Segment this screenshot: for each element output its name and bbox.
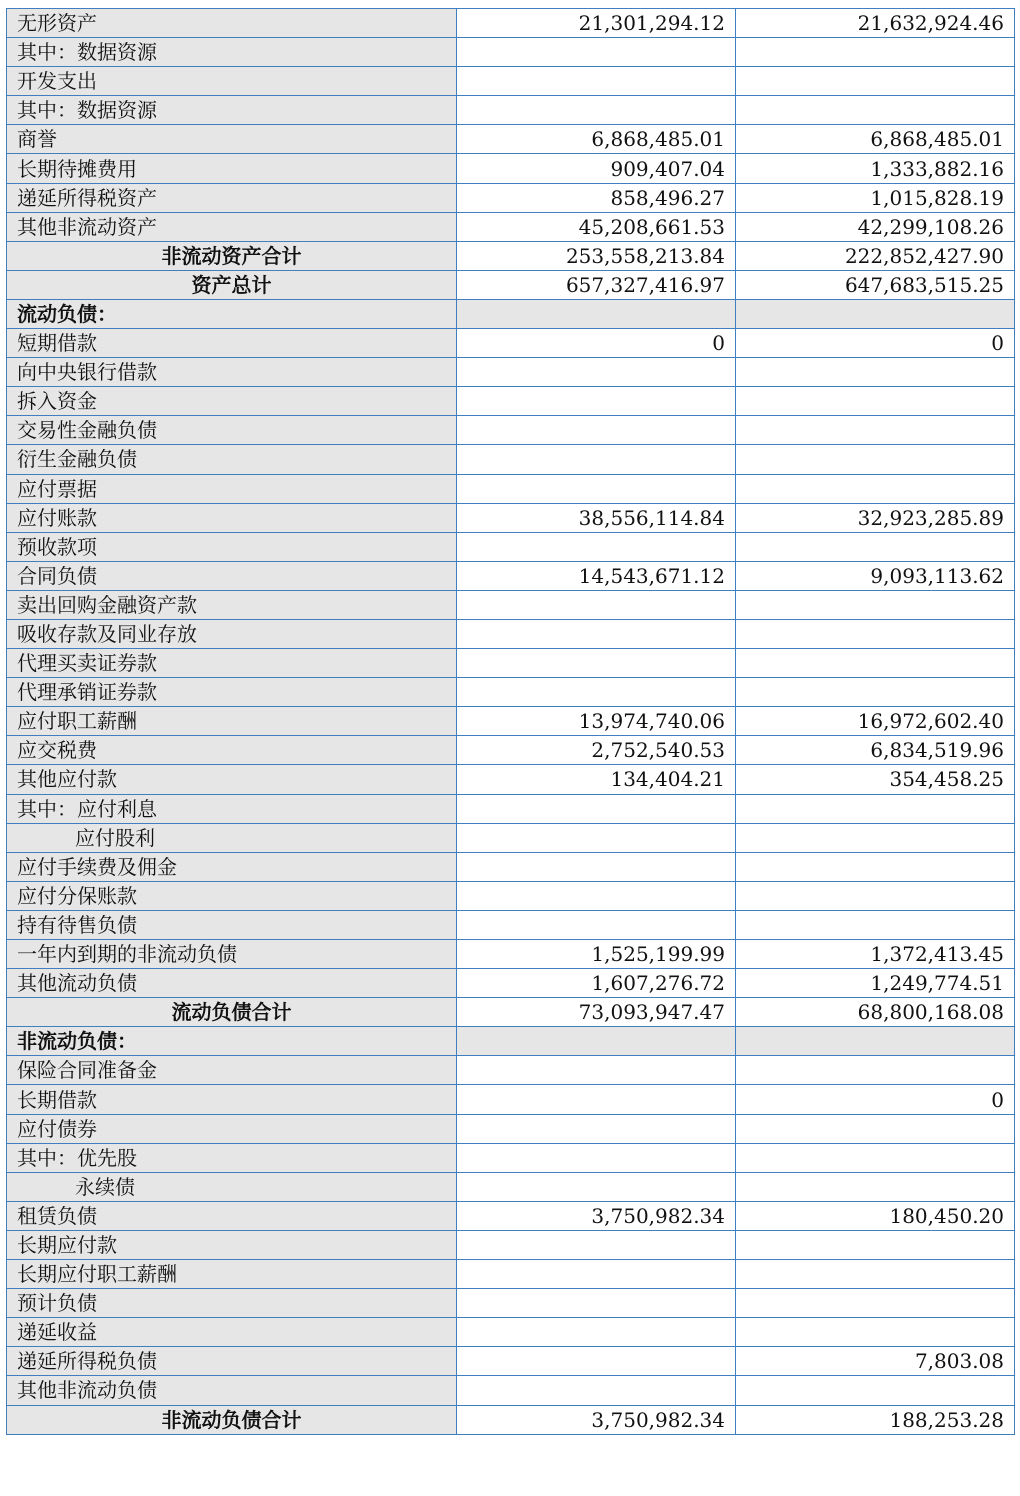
row-label: 递延所得税资产 [7,183,457,212]
current-period-value: 73,093,947.47 [457,998,736,1027]
prior-period-value [736,1230,1015,1259]
current-period-value [457,1289,736,1318]
balance-sheet-table [6,8,1015,1435]
current-period-value [457,1143,736,1172]
table-row [7,416,1015,445]
table-row [7,1143,1015,1172]
current-period-value [457,852,736,881]
table-row [7,358,1015,387]
current-period-value [457,96,736,125]
row-label: 长期借款 [7,1085,457,1114]
table-row [7,38,1015,67]
prior-period-value [736,852,1015,881]
table-row [7,445,1015,474]
prior-period-value [736,1172,1015,1201]
table-row [7,1289,1015,1318]
current-period-value [457,387,736,416]
row-label: 代理买卖证券款 [7,649,457,678]
prior-period-value: 1,015,828.19 [736,183,1015,212]
row-label: 拆入资金 [7,387,457,416]
prior-period-value [736,67,1015,96]
current-period-value [457,67,736,96]
table-row [7,823,1015,852]
current-period-value [457,1027,736,1056]
table-row [7,561,1015,590]
row-label: 其他非流动资产 [7,212,457,241]
table-row [7,1201,1015,1230]
prior-period-value [736,678,1015,707]
row-label: 代理承销证券款 [7,678,457,707]
prior-period-value: 6,834,519.96 [736,736,1015,765]
row-label: 其他非流动负债 [7,1376,457,1405]
row-label: 其他应付款 [7,765,457,794]
row-label: 向中央银行借款 [7,358,457,387]
row-label: 衍生金融负债 [7,445,457,474]
table-row [7,154,1015,183]
row-label: 吸收存款及同业存放 [7,619,457,648]
table-row [7,940,1015,969]
row-label: 应交税费 [7,736,457,765]
row-label: 流动负债： [7,299,457,328]
table-row [7,270,1015,299]
table-row [7,1347,1015,1376]
current-period-value: 253,558,213.84 [457,241,736,270]
prior-period-value [736,1289,1015,1318]
table-row [7,678,1015,707]
table-row [7,852,1015,881]
prior-period-value [736,38,1015,67]
row-label: 其中：优先股 [7,1143,457,1172]
current-period-value: 38,556,114.84 [457,503,736,532]
row-label: 应付账款 [7,503,457,532]
row-label: 其中：数据资源 [7,96,457,125]
current-period-value [457,532,736,561]
row-label: 预收款项 [7,532,457,561]
prior-period-value [736,532,1015,561]
row-label: 应付分保账款 [7,881,457,910]
current-period-value: 3,750,982.34 [457,1405,736,1434]
prior-period-value: 9,093,113.62 [736,561,1015,590]
prior-period-value [736,358,1015,387]
current-period-value: 1,607,276.72 [457,969,736,998]
table-row [7,299,1015,328]
table-row [7,96,1015,125]
row-label: 长期应付职工薪酬 [7,1260,457,1289]
table-row [7,707,1015,736]
prior-period-value: 68,800,168.08 [736,998,1015,1027]
current-period-value [457,823,736,852]
row-label: 交易性金融负债 [7,416,457,445]
prior-period-value [736,416,1015,445]
prior-period-value [736,1376,1015,1405]
row-label: 卖出回购金融资产款 [7,590,457,619]
current-period-value: 45,208,661.53 [457,212,736,241]
prior-period-value [736,590,1015,619]
row-label: 一年内到期的非流动负债 [7,940,457,969]
current-period-value: 1,525,199.99 [457,940,736,969]
prior-period-value [736,823,1015,852]
current-period-value [457,1260,736,1289]
current-period-value [457,445,736,474]
prior-period-value: 6,868,485.01 [736,125,1015,154]
table-row [7,1114,1015,1143]
prior-period-value: 647,683,515.25 [736,270,1015,299]
row-label: 非流动负债合计 [7,1405,457,1434]
prior-period-value [736,1318,1015,1347]
row-label: 开发支出 [7,67,457,96]
table-row [7,503,1015,532]
prior-period-value: 180,450.20 [736,1201,1015,1230]
row-label: 短期借款 [7,329,457,358]
row-label: 应付股利 [7,823,457,852]
row-label: 持有待售负债 [7,910,457,939]
current-period-value [457,358,736,387]
current-period-value: 909,407.04 [457,154,736,183]
prior-period-value: 0 [736,1085,1015,1114]
table-row [7,212,1015,241]
table-row [7,998,1015,1027]
current-period-value: 2,752,540.53 [457,736,736,765]
current-period-value [457,1114,736,1143]
row-label: 其中：数据资源 [7,38,457,67]
current-period-value [457,590,736,619]
current-period-value [457,1172,736,1201]
row-label: 长期应付款 [7,1230,457,1259]
table-row [7,9,1015,38]
table-row [7,1056,1015,1085]
prior-period-value: 1,249,774.51 [736,969,1015,998]
prior-period-value [736,387,1015,416]
prior-period-value [736,881,1015,910]
row-label: 递延所得税负债 [7,1347,457,1376]
table-row [7,183,1015,212]
row-label: 流动负债合计 [7,998,457,1027]
current-period-value: 6,868,485.01 [457,125,736,154]
current-period-value: 21,301,294.12 [457,9,736,38]
prior-period-value: 7,803.08 [736,1347,1015,1376]
current-period-value: 13,974,740.06 [457,707,736,736]
row-label: 应付手续费及佣金 [7,852,457,881]
prior-period-value [736,1143,1015,1172]
row-label: 保险合同准备金 [7,1056,457,1085]
current-period-value: 858,496.27 [457,183,736,212]
prior-period-value [736,1027,1015,1056]
row-label: 无形资产 [7,9,457,38]
table-row [7,910,1015,939]
row-label: 资产总计 [7,270,457,299]
prior-period-value [736,299,1015,328]
current-period-value [457,794,736,823]
current-period-value [457,1056,736,1085]
table-row [7,969,1015,998]
table-row [7,1405,1015,1434]
table-row [7,474,1015,503]
current-period-value [457,1085,736,1114]
table-row [7,329,1015,358]
row-label: 预计负债 [7,1289,457,1318]
current-period-value [457,881,736,910]
table-row [7,1376,1015,1405]
current-period-value [457,38,736,67]
prior-period-value [736,794,1015,823]
row-label: 租赁负债 [7,1201,457,1230]
current-period-value [457,678,736,707]
prior-period-value: 1,372,413.45 [736,940,1015,969]
current-period-value: 134,404.21 [457,765,736,794]
table-row [7,532,1015,561]
current-period-value [457,1318,736,1347]
row-label: 应付职工薪酬 [7,707,457,736]
table-row [7,67,1015,96]
prior-period-value: 42,299,108.26 [736,212,1015,241]
current-period-value [457,619,736,648]
current-period-value [457,1347,736,1376]
prior-period-value [736,1260,1015,1289]
row-label: 非流动负债： [7,1027,457,1056]
row-label: 递延收益 [7,1318,457,1347]
table-row [7,649,1015,678]
table-row [7,125,1015,154]
current-period-value: 14,543,671.12 [457,561,736,590]
current-period-value [457,1376,736,1405]
table-row [7,765,1015,794]
row-label: 其他流动负债 [7,969,457,998]
prior-period-value [736,96,1015,125]
current-period-value [457,910,736,939]
row-label: 永续债 [7,1172,457,1201]
table-row [7,736,1015,765]
prior-period-value [736,1056,1015,1085]
row-label: 非流动资产合计 [7,241,457,270]
current-period-value [457,416,736,445]
prior-period-value [736,1114,1015,1143]
table-row [7,1318,1015,1347]
row-label: 合同负债 [7,561,457,590]
current-period-value [457,474,736,503]
current-period-value [457,1230,736,1259]
current-period-value: 0 [457,329,736,358]
table-row [7,1172,1015,1201]
table-row [7,1027,1015,1056]
row-label: 其中：应付利息 [7,794,457,823]
prior-period-value [736,445,1015,474]
balance-sheet-body [7,9,1015,1435]
current-period-value [457,299,736,328]
table-row [7,881,1015,910]
prior-period-value: 0 [736,329,1015,358]
prior-period-value [736,474,1015,503]
table-row [7,241,1015,270]
table-row [7,387,1015,416]
table-row [7,1230,1015,1259]
table-row [7,590,1015,619]
prior-period-value: 1,333,882.16 [736,154,1015,183]
prior-period-value: 16,972,602.40 [736,707,1015,736]
current-period-value: 3,750,982.34 [457,1201,736,1230]
current-period-value [457,649,736,678]
prior-period-value: 354,458.25 [736,765,1015,794]
prior-period-value: 32,923,285.89 [736,503,1015,532]
current-period-value: 657,327,416.97 [457,270,736,299]
prior-period-value [736,619,1015,648]
row-label: 长期待摊费用 [7,154,457,183]
row-label: 商誉 [7,125,457,154]
prior-period-value [736,649,1015,678]
table-row [7,1085,1015,1114]
table-row [7,794,1015,823]
row-label: 应付债券 [7,1114,457,1143]
prior-period-value [736,910,1015,939]
table-row [7,1260,1015,1289]
prior-period-value: 188,253.28 [736,1405,1015,1434]
table-row [7,619,1015,648]
prior-period-value: 21,632,924.46 [736,9,1015,38]
row-label: 应付票据 [7,474,457,503]
prior-period-value: 222,852,427.90 [736,241,1015,270]
